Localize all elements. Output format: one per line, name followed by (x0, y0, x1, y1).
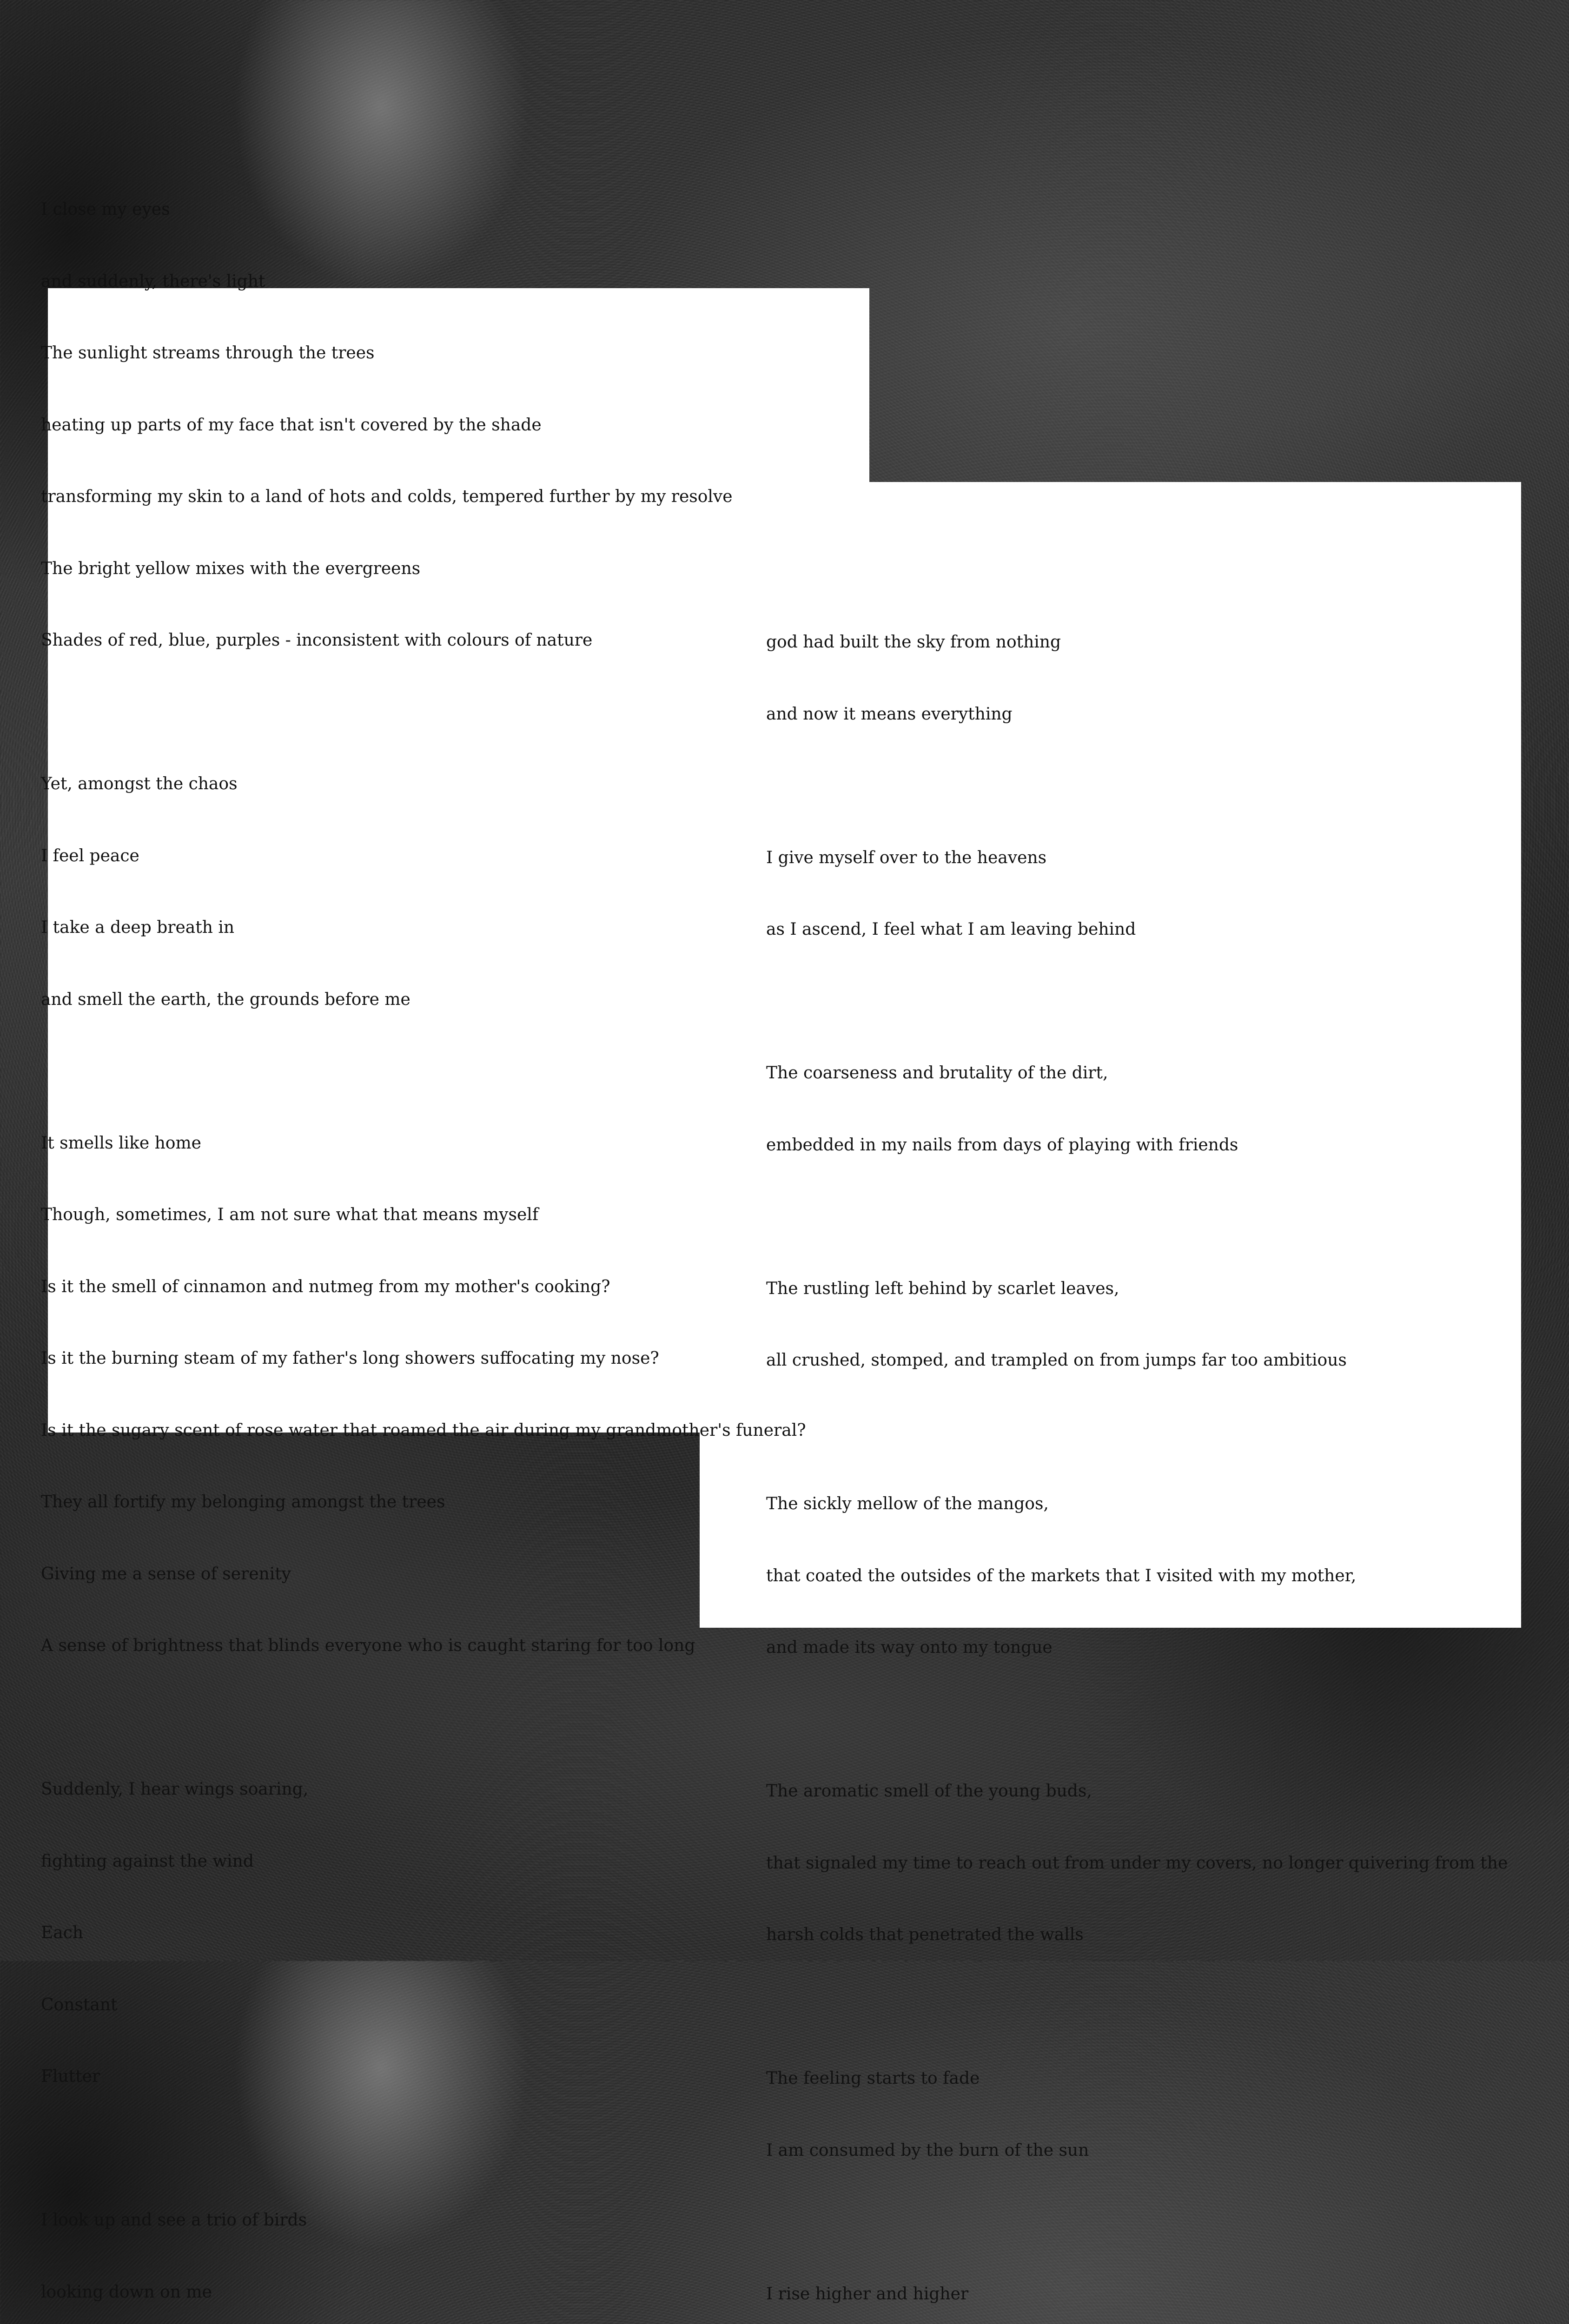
poem-line: Is it the smell of cinnamon and nutmeg from my mother's cooking? (41, 1277, 610, 1296)
poem-line: The rustling left behind by scarlet leaves, (766, 1279, 1119, 1298)
poem-line: god had built the sky from nothing (766, 633, 1061, 652)
stanza-break (766, 990, 1511, 1014)
poem-left-text (41, 150, 806, 2324)
poem-line: Though, sometimes, I am not sure what that means myself (41, 1205, 539, 1224)
poem-line: They all fortify my belonging amongst the trees (41, 1492, 445, 1512)
stanza-break (766, 1995, 1511, 2019)
poem-line: and now it means everything (766, 704, 1013, 724)
poem-line: as I ascend, I feel what I am leaving behind (766, 920, 1136, 939)
poem-line: that coated the outsides of the markets that I visited with my mother, (766, 1566, 1357, 1585)
poem-line: Giving me a sense of serenity (41, 1564, 291, 1584)
stanza-break (41, 1059, 806, 1083)
poem-line: looking down on me (41, 2282, 212, 2302)
poem-line: embedded in my nails from days of playing with friends (766, 1135, 1238, 1155)
poem-line: I close my eyes (41, 200, 170, 219)
poem-line: fighting against the wind (41, 1851, 254, 1871)
poem-line: heating up parts of my face that isn't covered by the shade (41, 415, 542, 435)
poem-line: The feeling starts to fade (766, 2069, 980, 2088)
poem-line: The sickly mellow of the mangos, (766, 1494, 1049, 1513)
poem-line: Suddenly, I hear wings soaring, (41, 1780, 309, 1799)
poem-line: all crushed, stomped, and trampled on from jumps far too ambitious (766, 1351, 1347, 1370)
poem-line: I feel peace (41, 846, 139, 865)
poem-line: harsh colds that penetrated the walls (766, 1925, 1084, 1944)
poem-line: I give myself over to the heavens (766, 848, 1047, 867)
poem-line: It smells like home (41, 1133, 201, 1153)
poem-line: Flutter (41, 2067, 100, 2086)
poem-line: I look up and see a trio of birds (41, 2211, 307, 2230)
poem-line: I take a deep breath in (41, 918, 235, 937)
poem-line: transforming my skin to a land of hots and colds, tempered further by my resolve (41, 487, 733, 506)
poem-line: Is it the burning steam of my father's long showers suffocating my nose? (41, 1349, 659, 1368)
poem-line: The sunlight streams through the trees (41, 343, 375, 363)
poem-line: and smell the earth, the grounds before me (41, 990, 410, 1009)
stanza-break (766, 2210, 1511, 2234)
stanza-break (41, 1706, 806, 1730)
stanza-break (766, 774, 1511, 798)
poem-line: I rise higher and higher (766, 2284, 969, 2304)
poem-line: Yet, amongst the chaos (41, 774, 238, 793)
poem-right-text (766, 582, 1511, 2324)
poem-line: that signaled my time to reach out from under my covers, no longer quivering from the (766, 1853, 1508, 1873)
poem-line: Is it the sugary scent of rose water that roamed the air during my grandmother's funeral? (41, 1420, 806, 1440)
poem-line: The bright yellow mixes with the evergreens (41, 559, 421, 578)
poem-line: Shades of red, blue, purples - inconsistent with colours of nature (41, 631, 593, 650)
stanza-break (766, 1420, 1511, 1445)
stanza-break (766, 1708, 1511, 1732)
poem-line: and suddenly, there's light (41, 271, 265, 291)
poem-line: The coarseness and brutality of the dirt, (766, 1063, 1108, 1083)
poem-line: The aromatic smell of the young buds, (766, 1782, 1092, 1801)
stanza-break (41, 700, 806, 725)
poem-line: A sense of brightness that blinds everyone who is caught staring for too long (41, 1636, 695, 1655)
stanza-break (766, 1205, 1511, 1229)
stanza-break (41, 2137, 806, 2161)
poem-line: I am consumed by the burn of the sun (766, 2140, 1089, 2160)
poem-line: Each (41, 1923, 84, 1942)
poem-line: and made its way onto my tongue (766, 1638, 1053, 1657)
poem-line: Constant (41, 1995, 118, 2014)
